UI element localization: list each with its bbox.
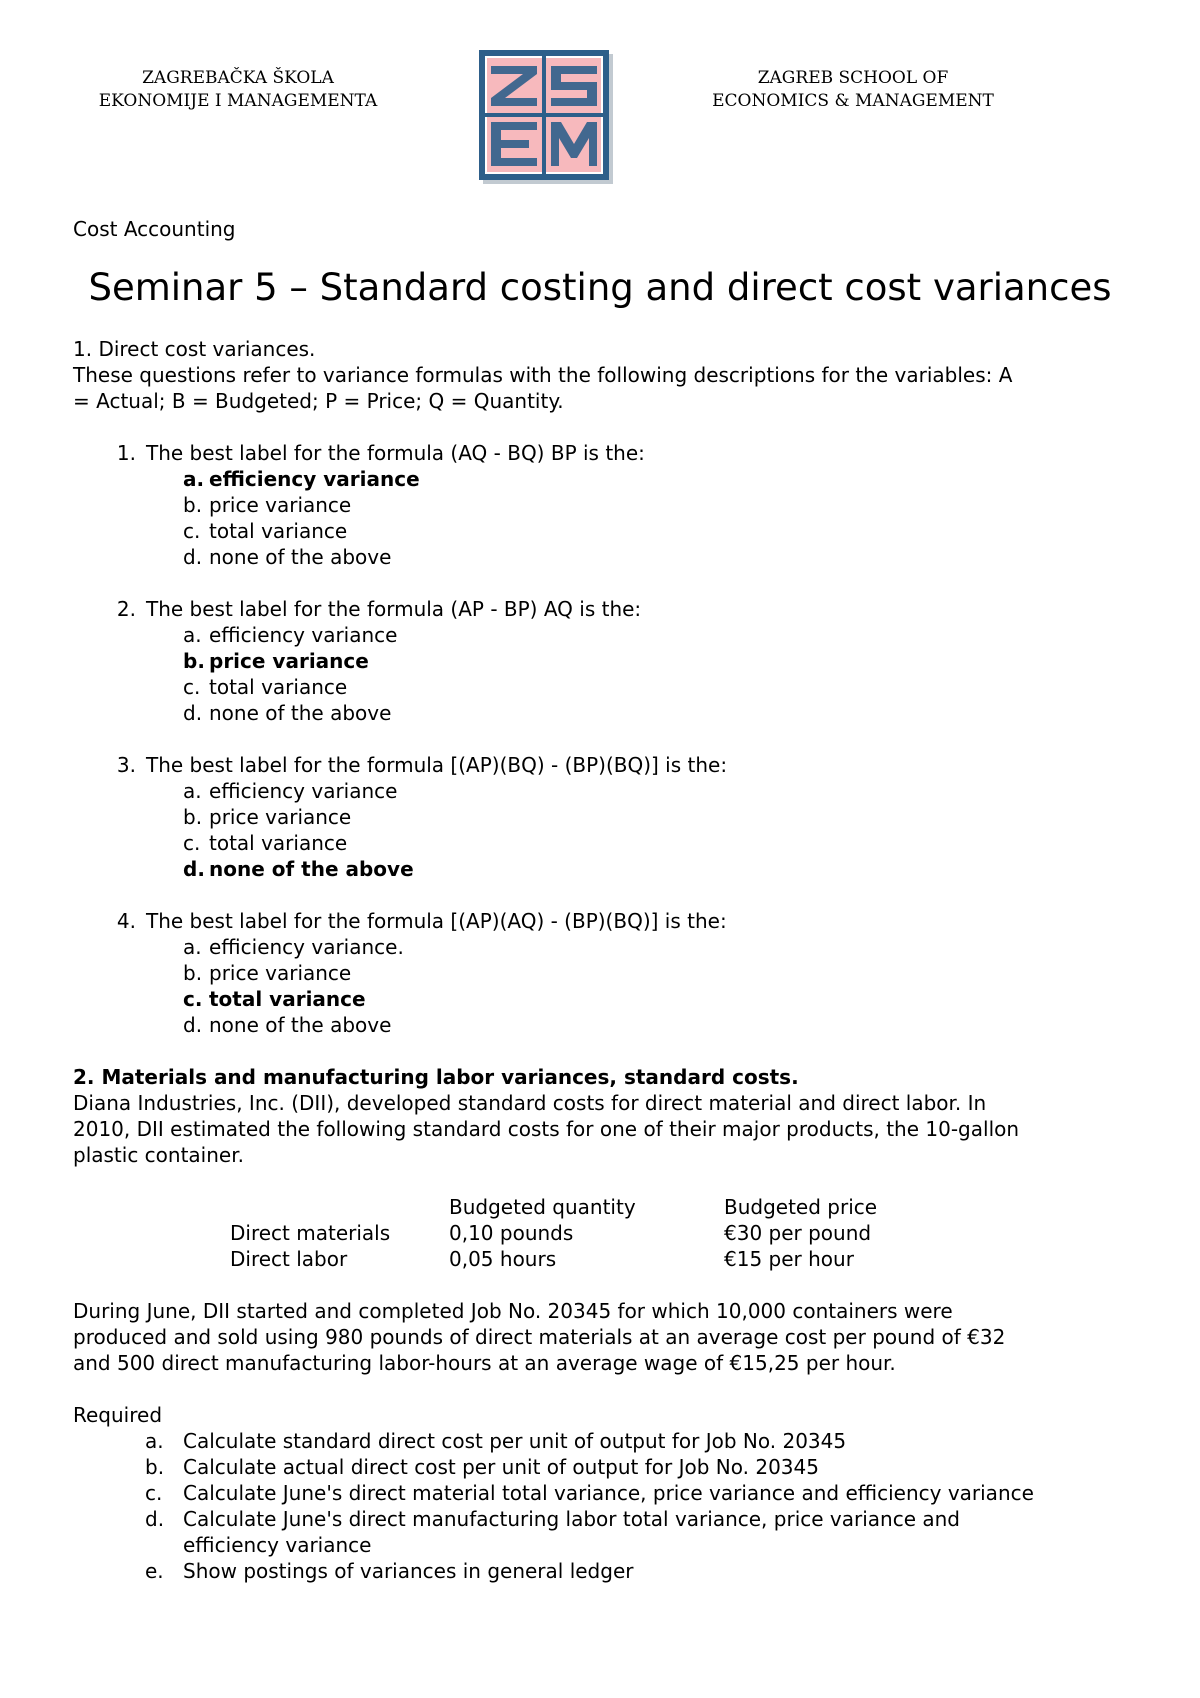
section2-para2-line2: produced and sold using 980 pounds of direct materials at an average cost per pound of €32 bbox=[73, 1325, 1006, 1349]
question-2-option-a: a. efficiency variance bbox=[183, 623, 398, 647]
question-1-option-b: b. price variance bbox=[183, 493, 352, 517]
question-1: 1. The best label for the formula (AQ - BQ) BP is the: bbox=[116, 441, 645, 465]
required-label: Required bbox=[73, 1403, 163, 1427]
table-cell-price: €15 per hour bbox=[724, 1247, 854, 1271]
section2-heading: 2. Materials and manufacturing labor variances, standard costs. bbox=[73, 1065, 799, 1089]
table-row-label: Direct labor bbox=[230, 1247, 348, 1271]
section2-para1-line2: 2010, DII estimated the following standard costs for one of their major products, the 10-gallon bbox=[73, 1117, 1020, 1141]
question-1-option-a-correct: a. efficiency variance bbox=[183, 467, 420, 491]
section2-para1-line1: Diana Industries, Inc. (DII), developed standard costs for direct material and direct labor. In bbox=[73, 1091, 987, 1115]
section2-para2-line3: and 500 direct manufacturing labor-hours at an average wage of €15,25 per hour. bbox=[73, 1351, 896, 1375]
question-1-option-d: d. none of the above bbox=[183, 545, 392, 569]
question-4-option-d: d. none of the above bbox=[183, 1013, 392, 1037]
school-name-english bbox=[688, 67, 1018, 113]
question-1-option-c: c. total variance bbox=[183, 519, 348, 543]
course-name: Cost Accounting bbox=[73, 217, 236, 241]
question-2-text: The best label for the formula (AP - BP) AQ is the: bbox=[146, 597, 642, 621]
table-header-budgeted-price: Budgeted price bbox=[724, 1195, 878, 1219]
table-header-budgeted-quantity: Budgeted quantity bbox=[449, 1195, 636, 1219]
required-item-e: e. Show postings of variances in general ledger bbox=[145, 1559, 634, 1583]
question-3-text: The best label for the formula [(AP)(BQ) - (BP)(BQ)] is the: bbox=[146, 753, 728, 777]
section1-intro-line2: = Actual; B = Budgeted; P = Price; Q = Quantity. bbox=[73, 389, 564, 413]
section2-para1-line3: plastic container. bbox=[73, 1143, 244, 1167]
table-row-label: Direct materials bbox=[230, 1221, 391, 1245]
question-2-option-c: c. total variance bbox=[183, 675, 348, 699]
question-4-option-c-correct: c. total variance bbox=[183, 987, 366, 1011]
question-4-text: The best label for the formula [(AP)(AQ) - (BP)(BQ)] is the: bbox=[146, 909, 727, 933]
section1-heading: 1. Direct cost variances. bbox=[73, 337, 316, 361]
question-3-option-d-correct: d. none of the above bbox=[183, 857, 414, 881]
required-item-d: d. Calculate June's direct manufacturing labor total variance, price variance and bbox=[145, 1507, 960, 1531]
question-2: 2. The best label for the formula (AP - BP) AQ is the: bbox=[116, 597, 642, 621]
required-item-b: b. Calculate actual direct cost per unit of output for Job No. 20345 bbox=[145, 1455, 819, 1479]
question-4-option-a: a. efficiency variance. bbox=[183, 935, 404, 959]
question-2-option-b-correct: b. price variance bbox=[183, 649, 369, 673]
required-item-c: c. Calculate June's direct material total variance, price variance and efficiency variance bbox=[145, 1481, 1034, 1505]
question-4-option-b: b. price variance bbox=[183, 961, 352, 985]
school-name-english-line1: ZAGREB SCHOOL OF bbox=[757, 68, 949, 88]
school-name-croatian bbox=[58, 67, 418, 113]
question-3-option-b: b. price variance bbox=[183, 805, 352, 829]
zsem-logo-icon bbox=[477, 48, 617, 193]
table-cell-price: €30 per pound bbox=[724, 1221, 872, 1245]
school-name-english-line2: ECONOMICS & MANAGEMENT bbox=[712, 91, 994, 111]
table-cell-quantity: 0,05 hours bbox=[449, 1247, 557, 1271]
required-item-d-continuation: efficiency variance bbox=[183, 1533, 372, 1557]
table-cell-quantity: 0,10 pounds bbox=[449, 1221, 574, 1245]
page-title: Seminar 5 – Standard costing and direct cost variances bbox=[88, 266, 1112, 309]
question-3-option-c: c. total variance bbox=[183, 831, 348, 855]
school-name-croatian-line2: EKONOMIJE I MANAGEMENTA bbox=[98, 91, 378, 111]
required-item-a: a. Calculate standard direct cost per unit of output for Job No. 20345 bbox=[145, 1429, 847, 1453]
school-name-croatian-line1: ZAGREBAČKA ŠKOLA bbox=[142, 68, 334, 88]
question-3-option-a: a. efficiency variance bbox=[183, 779, 398, 803]
question-4: 4. The best label for the formula [(AP)(AQ) - (BP)(BQ)] is the: bbox=[116, 909, 727, 933]
question-3: 3. The best label for the formula [(AP)(BQ) - (BP)(BQ)] is the: bbox=[116, 753, 728, 777]
question-1-text: The best label for the formula (AQ - BQ) BP is the: bbox=[146, 441, 645, 465]
section2-para2-line1: During June, DII started and completed Job No. 20345 for which 10,000 containers were bbox=[73, 1299, 953, 1323]
question-2-option-d: d. none of the above bbox=[183, 701, 392, 725]
section1-intro-line1: These questions refer to variance formulas with the following descriptions for the variables: A bbox=[73, 363, 1013, 387]
